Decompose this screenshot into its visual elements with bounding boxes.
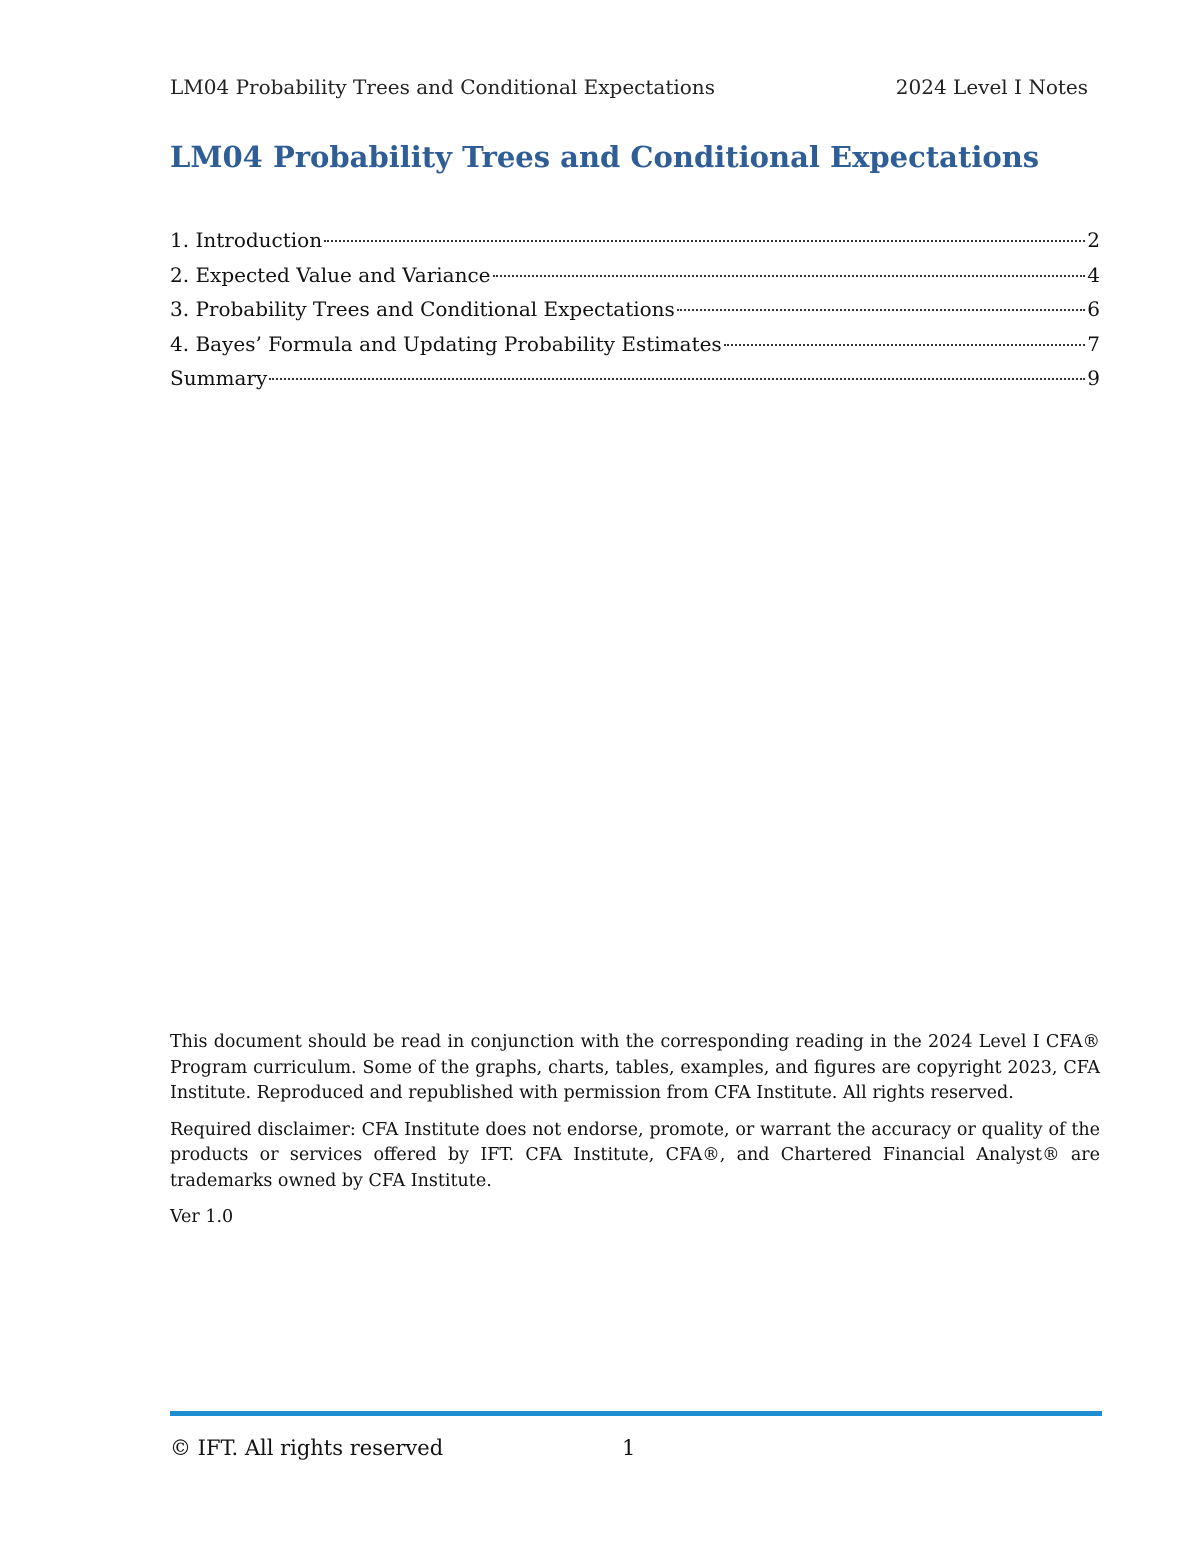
- toc-leader-dots: [677, 309, 1085, 311]
- header-title: LM04 Probability Trees and Conditional Expectations: [170, 75, 715, 99]
- footer-page-number: 1: [622, 1436, 636, 1460]
- version-label: Ver 1.0: [170, 1207, 234, 1227]
- toc-leader-dots: [724, 344, 1086, 346]
- required-disclaimer: Required disclaimer: CFA Institute does not endorse, promote, or warrant the accuracy or quality of the products or services offered by IFT. CFA Institute, CFA®, and Chartered Financial Analyst® are trademarks owned by CFA Institute.: [170, 1119, 1100, 1191]
- toc-entry-summary[interactable]: [170, 366, 1100, 401]
- toc-entry-introduction[interactable]: [170, 228, 1100, 263]
- toc-entry-bayes-formula[interactable]: [170, 332, 1100, 367]
- curriculum-notice: This document should be read in conjunction with the corresponding reading in the 2024 Level I CFA® Program curriculum. Some of the graphs, charts, tables, examples, and figures are copyright 2023, CFA Institute. Reproduced and republished with permission from CFA Institute. All rights reserved.: [170, 1032, 1100, 1103]
- toc-entry-probability-trees[interactable]: [170, 297, 1100, 332]
- toc-leader-dots: [324, 240, 1085, 242]
- toc-entry-page: 4: [1087, 262, 1100, 287]
- header-edition: 2024 Level I Notes: [895, 75, 1088, 99]
- toc-leader-dots: [493, 275, 1086, 277]
- footer-divider: [170, 1411, 1102, 1416]
- toc-leader-dots: [269, 378, 1085, 380]
- toc-entry-label: Summary: [170, 366, 268, 391]
- toc-entry-page: 7: [1087, 331, 1100, 356]
- table-of-contents: [170, 228, 1100, 401]
- toc-entry-label: 2. Expected Value and Variance: [170, 262, 491, 287]
- toc-entry-label: 4. Bayes’ Formula and Updating Probability Estimates: [170, 331, 722, 356]
- document-title: LM04 Probability Trees and Conditional Expectations: [170, 140, 1040, 174]
- toc-entry-page: 9: [1087, 366, 1100, 391]
- page-header: [170, 72, 1088, 102]
- footer-copyright: © IFT. All rights reserved: [170, 1436, 444, 1460]
- toc-entry-label: 3. Probability Trees and Conditional Expectations: [170, 297, 675, 322]
- disclaimer-block: [170, 1030, 1100, 1242]
- toc-entry-page: 2: [1087, 228, 1100, 252]
- toc-entry-page: 6: [1087, 297, 1100, 322]
- toc-entry-label: 1. Introduction: [170, 228, 323, 252]
- toc-entry-expected-value[interactable]: [170, 263, 1100, 298]
